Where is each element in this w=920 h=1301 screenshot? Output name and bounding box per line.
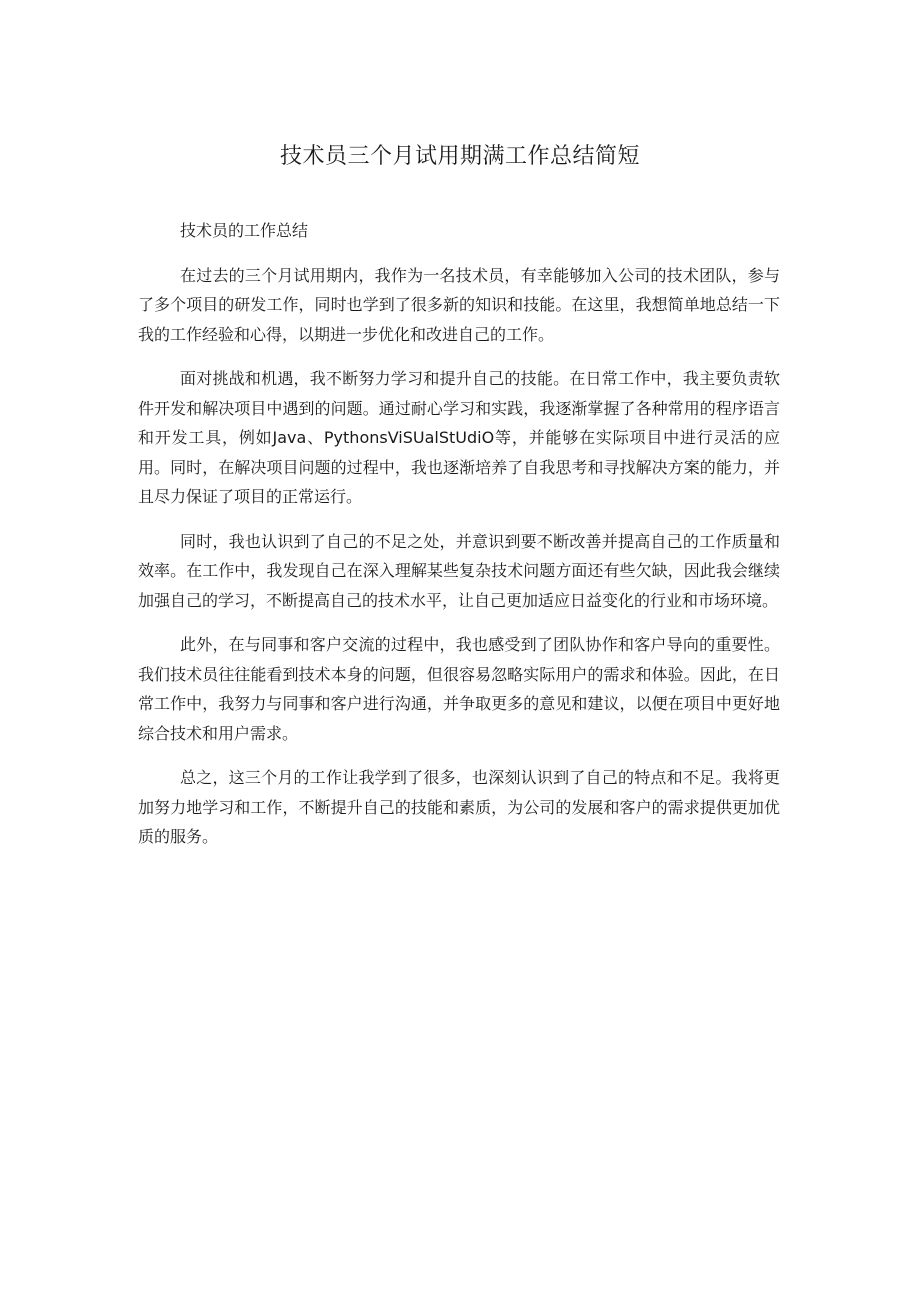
section-heading: 技术员的工作总结 — [180, 221, 309, 240]
document-body — [138, 216, 780, 867]
paragraph-teamwork: 此外，在与同事和客户交流的过程中，我也感受到了团队协作和客户导向的重要性。我们技术员往往能看到技术本身的问题，但很容易忽略实际用户的需求和体验。因此，在日常工作中，我努力与同事和客户进行沟通，并争取更多的意见和建议，以便在项目中更好地综合技术和用户需求。 — [138, 635, 780, 743]
document-title: 技术员三个月试用期满工作总结简短 — [279, 144, 640, 169]
paragraph-intro: 在过去的三个月试用期内，我作为一名技术员，有幸能够加入公司的技术团队，参与了多个项目的研发工作，同时也学到了很多新的知识和技能。在这里，我想简单地总结一下我的工作经验和心得，以期进一步优化和改进自己的工作。 — [138, 265, 780, 344]
paragraph-conclusion: 总之，这三个月的工作让我学到了很多，也深刻认识到了自己的特点和不足。我将更加努力地学习和工作，不断提升自己的技能和素质，为公司的发展和客户的需求提供更加优质的服务。 — [138, 768, 780, 846]
paragraph-skills: 面对挑战和机遇，我不断努力学习和提升自己的技能。在日常工作中，我主要负责软件开发和解决项目中遇到的问题。通过耐心学习和实践，我逐渐掌握了各种常用的程序语言和开发工具，例如Java、PythonsViSUalStUdiO等，并能够在实际项目中进行灵活的应用。同时，在解决项目问题的过程中，我也逐渐培养了自我思考和寻找解决方案的能力，并且尽力保证了项目的正常运行。 — [138, 369, 780, 506]
paragraph-shortcomings: 同时，我也认识到了自己的不足之处，并意识到要不断改善并提高自己的工作质量和效率。在工作中，我发现自己在深入理解某些复杂技术问题方面还有些欠缺，因此我会继续加强自己的学习，不断提高自己的技术水平，让自己更加适应日益变化的行业和市场环境。 — [138, 531, 780, 610]
